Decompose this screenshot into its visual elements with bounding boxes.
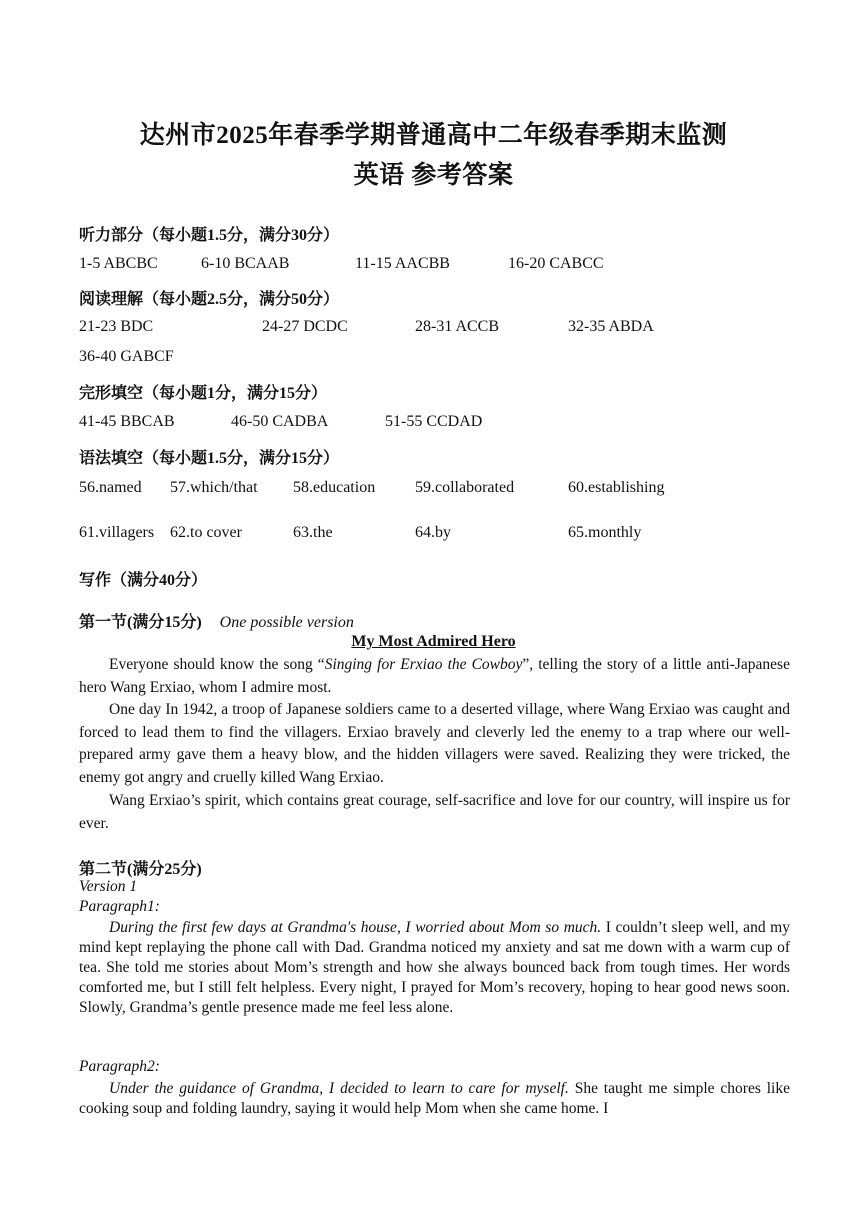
reading-answer: 32-35 ABDA bbox=[568, 318, 654, 335]
listening-heading: 听力部分（每小题1.5分，满分30分） bbox=[79, 227, 340, 244]
writing-heading: 写作（满分40分） bbox=[79, 572, 208, 589]
essay-title: My Most Admired Hero bbox=[351, 633, 516, 650]
grammar-answer: 64.by bbox=[415, 524, 451, 541]
grammar-answer: 59.collaborated bbox=[415, 479, 515, 496]
reading-heading: 阅读理解（每小题2.5分，满分50分） bbox=[79, 291, 340, 308]
essay-paragraph-3: Wang Erxiao’s spirit, which contains great courage, self-sacrifice and love for our country, will inspire us for ever. bbox=[79, 792, 790, 832]
page-title: 达州市2025年春季学期普通高中二年级春季期末监测 bbox=[139, 122, 728, 149]
listening-answer: 6-10 BCAAB bbox=[201, 255, 290, 272]
continuation-paragraph-1 bbox=[79, 918, 790, 1018]
listening-answer: 1-5 ABCBC bbox=[79, 255, 158, 272]
grammar-answer: 61.villagers bbox=[79, 524, 155, 541]
cloze-answer: 51-55 CCDAD bbox=[385, 413, 483, 430]
grammar-answer: 62.to cover bbox=[170, 524, 242, 541]
section1-label-row bbox=[79, 609, 354, 632]
cloze-heading: 完形填空（每小题1分，满分15分） bbox=[79, 385, 328, 402]
paragraph2-label: Paragraph2: bbox=[79, 1058, 160, 1075]
listening-answer: 11-15 AACBB bbox=[355, 255, 450, 272]
grammar-answer: 60.establishing bbox=[568, 479, 665, 496]
reading-answer: 28-31 ACCB bbox=[415, 318, 500, 335]
section1-label: 第一节(满分15分) bbox=[79, 614, 202, 631]
song-title: Singing for Erxiao the Cowboy bbox=[324, 656, 523, 673]
paragraph1-label: Paragraph1: bbox=[79, 898, 160, 915]
grammar-answer: 56.named bbox=[79, 479, 142, 496]
lead-sentence: During the first few days at Grandma's house, I worried about Mom so much. bbox=[109, 919, 602, 936]
text-run: I couldn’t sleep well, and my mind kept replaying the phone call with Dad. Grandma noticed my anxiety and sat me down with a warm cup of tea. She told me stories about Mom’s strength and how she always bounced back from tough times. Her words comforted me, but I still felt helpless. Every night, I prayed for Mom’s recovery, hoping to hear good news soon. Slowly, Grandma’s gentle presence made me feel less alone. bbox=[79, 919, 790, 1016]
reading-answer: 21-23 BDC bbox=[79, 318, 154, 335]
continuation-paragraph-2 bbox=[79, 1079, 790, 1119]
version-label: Version 1 bbox=[79, 878, 138, 895]
version-note: One possible version bbox=[219, 614, 354, 631]
reading-answer: 24-27 DCDC bbox=[262, 318, 348, 335]
section2-label: 第二节(满分25分) bbox=[79, 861, 202, 878]
grammar-answer: 65.monthly bbox=[568, 524, 642, 541]
text-run: ”, telling the story of a little anti-Japanese hero Wang Erxiao, whom I admire most. bbox=[79, 656, 790, 696]
listening-answer: 16-20 CABCC bbox=[508, 255, 604, 272]
grammar-answer: 58.education bbox=[293, 479, 376, 496]
text-run: She taught me simple chores like cooking soup and folding laundry, saying it would help Mom when she came home. I bbox=[79, 1080, 790, 1117]
essay-paragraph-1 bbox=[79, 654, 790, 699]
grammar-answer: 57.which/that bbox=[170, 479, 258, 496]
reading-answer: 36-40 GABCF bbox=[79, 348, 174, 365]
text-run: Everyone should know the song “ bbox=[109, 656, 325, 673]
page-subtitle: 英语 参考答案 bbox=[353, 162, 514, 189]
cloze-answer: 46-50 CADBA bbox=[231, 413, 329, 430]
grammar-answer: 63.the bbox=[293, 524, 333, 541]
essay-paragraph-2: One day In 1942, a troop of Japanese soldiers came to a deserted village, where Wang Erxiao was caught and forced to lead them to find the villagers. Erxiao bravely and cleverly led the enemy to a trap where our well-prepared army gave them a heavy blow, and the hidden villagers were saved. Realizing they were tricked, the enemy got angry and cruelly killed Wang Erxiao. bbox=[79, 701, 790, 787]
cloze-answer: 41-45 BBCAB bbox=[79, 413, 175, 430]
lead-sentence: Under the guidance of Grandma, I decided to learn to care for myself. bbox=[109, 1080, 569, 1097]
grammar-heading: 语法填空（每小题1.5分，满分15分） bbox=[79, 450, 340, 467]
